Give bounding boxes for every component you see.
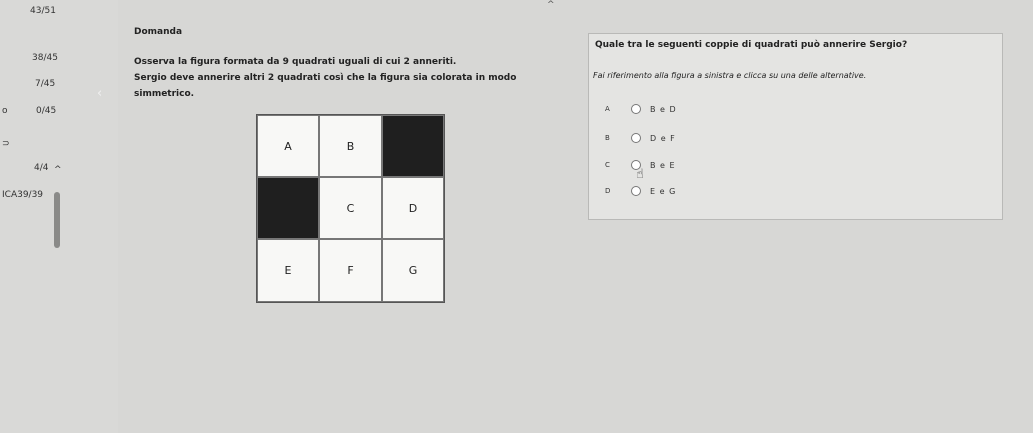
radio-button[interactable] [631, 133, 641, 143]
collapse-chevron-icon[interactable]: ‹ [97, 86, 103, 101]
answer-instruction: Fai riferimento alla figura a sinistra e clicca su una delle alternative. [593, 71, 867, 80]
option-a[interactable] [605, 102, 677, 116]
option-d[interactable] [605, 184, 676, 198]
grid-cell-a: A [257, 115, 319, 177]
option-label: B e D [650, 104, 677, 114]
hand-cursor-icon: ☝ [636, 167, 644, 182]
option-label: D e F [650, 133, 676, 143]
option-label: E e G [650, 186, 677, 196]
grid-cell-g: G [382, 239, 444, 302]
grid-cell-dark-top-right [382, 115, 444, 177]
option-letter: D [605, 187, 611, 195]
sidebar-score-5[interactable]: 4/4 [34, 163, 49, 173]
option-letter: B [605, 134, 610, 142]
figure-grid [256, 114, 445, 303]
sidebar-score-1[interactable]: 43/51 [30, 6, 56, 16]
grid-cell-dark-middle-left [257, 177, 319, 239]
option-label: B e E [650, 160, 676, 170]
grid-cell-c: C [319, 177, 382, 239]
question-text-line-3: simmetrico. [134, 89, 195, 99]
sidebar-mark-bracket: ⊃ [2, 139, 10, 149]
answer-panel [588, 33, 1003, 220]
grid-cell-f: F [319, 239, 382, 302]
radio-button[interactable] [631, 186, 641, 196]
grid-cell-d: D [382, 177, 444, 239]
option-letter: C [605, 161, 610, 169]
sidebar [0, 0, 118, 433]
question-text-line-2: Sergio deve annerire altri 2 quadrati così che la figura sia colorata in modo [134, 73, 517, 83]
sidebar-score-6[interactable]: ICA39/39 [2, 190, 44, 200]
grid-cell-e: E [257, 239, 319, 302]
sidebar-scrollbar[interactable] [54, 192, 60, 248]
sidebar-score-2[interactable]: 38/45 [32, 53, 58, 63]
top-chevron-icon[interactable]: ^ [547, 0, 555, 10]
sidebar-mark-circle: o [2, 106, 8, 116]
grid-cell-b: B [319, 115, 382, 177]
sidebar-score-4[interactable]: 0/45 [36, 106, 57, 116]
option-b[interactable] [605, 131, 676, 145]
radio-button[interactable] [631, 104, 641, 114]
sidebar-score-3[interactable]: 7/45 [35, 79, 56, 89]
question-title: Domanda [134, 27, 183, 37]
expand-caret-icon[interactable]: ^ [54, 165, 62, 175]
answer-question: Quale tra le seguenti coppie di quadrati può annerire Sergio? [595, 40, 908, 50]
option-letter: A [605, 105, 610, 113]
question-text-line-1: Osserva la figura formata da 9 quadrati uguali di cui 2 anneriti. [134, 57, 457, 67]
